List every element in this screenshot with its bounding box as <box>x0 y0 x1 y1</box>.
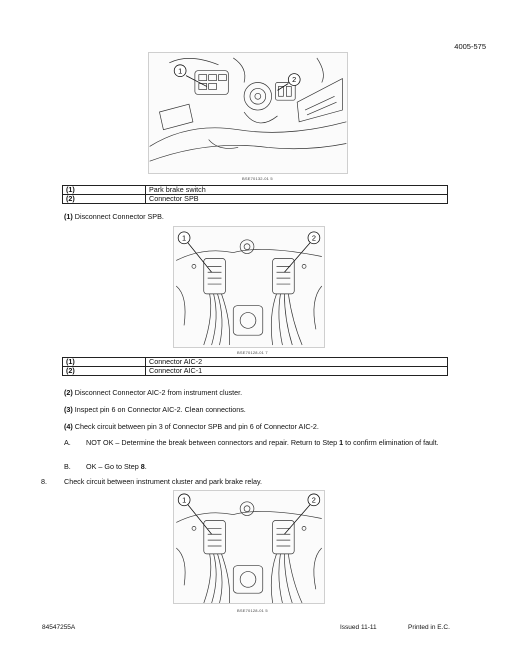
legend-value: Park brake switch <box>146 186 448 195</box>
figure-caption: BSE70128-01 7 <box>237 350 268 355</box>
legend-key: (1) <box>63 186 146 195</box>
callout-1: 1 <box>182 233 187 243</box>
callout-1: 1 <box>182 495 187 505</box>
callout-2: 2 <box>311 233 316 243</box>
legend-key: (2) <box>63 195 146 204</box>
callout-2: 2 <box>311 495 316 505</box>
figure-illustration <box>174 491 324 603</box>
page-number: 4005-575 <box>454 42 486 51</box>
procedure-step <box>64 388 242 397</box>
legend-row <box>63 367 448 376</box>
figure-park-brake-switch <box>148 52 348 174</box>
option-text <box>86 462 147 472</box>
footer-doc-number: 84547255A <box>42 624 76 631</box>
procedure-step <box>64 212 164 221</box>
option-label: B. <box>64 462 71 471</box>
step-text: Check circuit between pin 3 of Connector SPB and pin 6 of Connector AIC-2. <box>74 422 319 431</box>
option-text-part: NOT OK – Determine the break between connectors and repair. Return to Step <box>86 438 340 447</box>
option-text-part: OK – Go to Step <box>86 462 141 471</box>
figure-caption: BSE70132-01 5 <box>242 176 273 181</box>
callout-2: 2 <box>292 75 297 85</box>
legend-table <box>62 185 448 204</box>
legend-key: (2) <box>63 367 146 376</box>
figure-caption: BSE70128-01 5 <box>237 608 268 613</box>
option-label: A. <box>64 438 71 447</box>
procedure-step <box>64 422 319 431</box>
figure-illustration <box>149 53 347 173</box>
option-not-ok <box>64 438 454 448</box>
footer-issued: Issued 11-11 <box>340 624 377 631</box>
step-number: (3) <box>64 405 73 414</box>
procedure-step <box>41 477 262 486</box>
procedure-step <box>64 405 246 414</box>
option-text-part: . <box>144 462 147 471</box>
step-number: 8. <box>41 477 47 486</box>
legend-value: Connector AIC-1 <box>146 367 448 376</box>
step-number: (4) <box>64 422 73 431</box>
option-text <box>86 438 439 448</box>
callout-1: 1 <box>178 66 183 76</box>
figure-aic-connectors <box>173 226 325 348</box>
step-number: (1) <box>64 212 73 221</box>
legend-row <box>63 358 448 367</box>
step-text: Disconnect Connector SPB. <box>74 212 164 221</box>
legend-row <box>63 195 448 204</box>
step-reference[interactable]: 8 <box>140 462 145 471</box>
legend-value: Connector AIC-2 <box>146 358 448 367</box>
option-ok <box>64 462 454 472</box>
legend-value: Connector SPB <box>146 195 448 204</box>
step-reference[interactable]: 1 <box>339 438 344 447</box>
figure-aic-connectors-relay <box>173 490 325 604</box>
legend-key: (1) <box>63 358 146 367</box>
legend-table <box>62 357 448 376</box>
option-text-part: to confirm elimination of fault. <box>343 438 439 447</box>
step-number: (2) <box>64 388 73 397</box>
footer-printed: Printed in E.C. <box>408 624 450 631</box>
step-text: Check circuit between instrument cluster and park brake relay. <box>64 477 263 486</box>
figure-illustration <box>174 227 324 347</box>
step-text: Inspect pin 6 on Connector AIC-2. Clean connections. <box>74 405 246 414</box>
step-text: Disconnect Connector AIC-2 from instrument cluster. <box>74 388 243 397</box>
legend-row <box>63 186 448 195</box>
